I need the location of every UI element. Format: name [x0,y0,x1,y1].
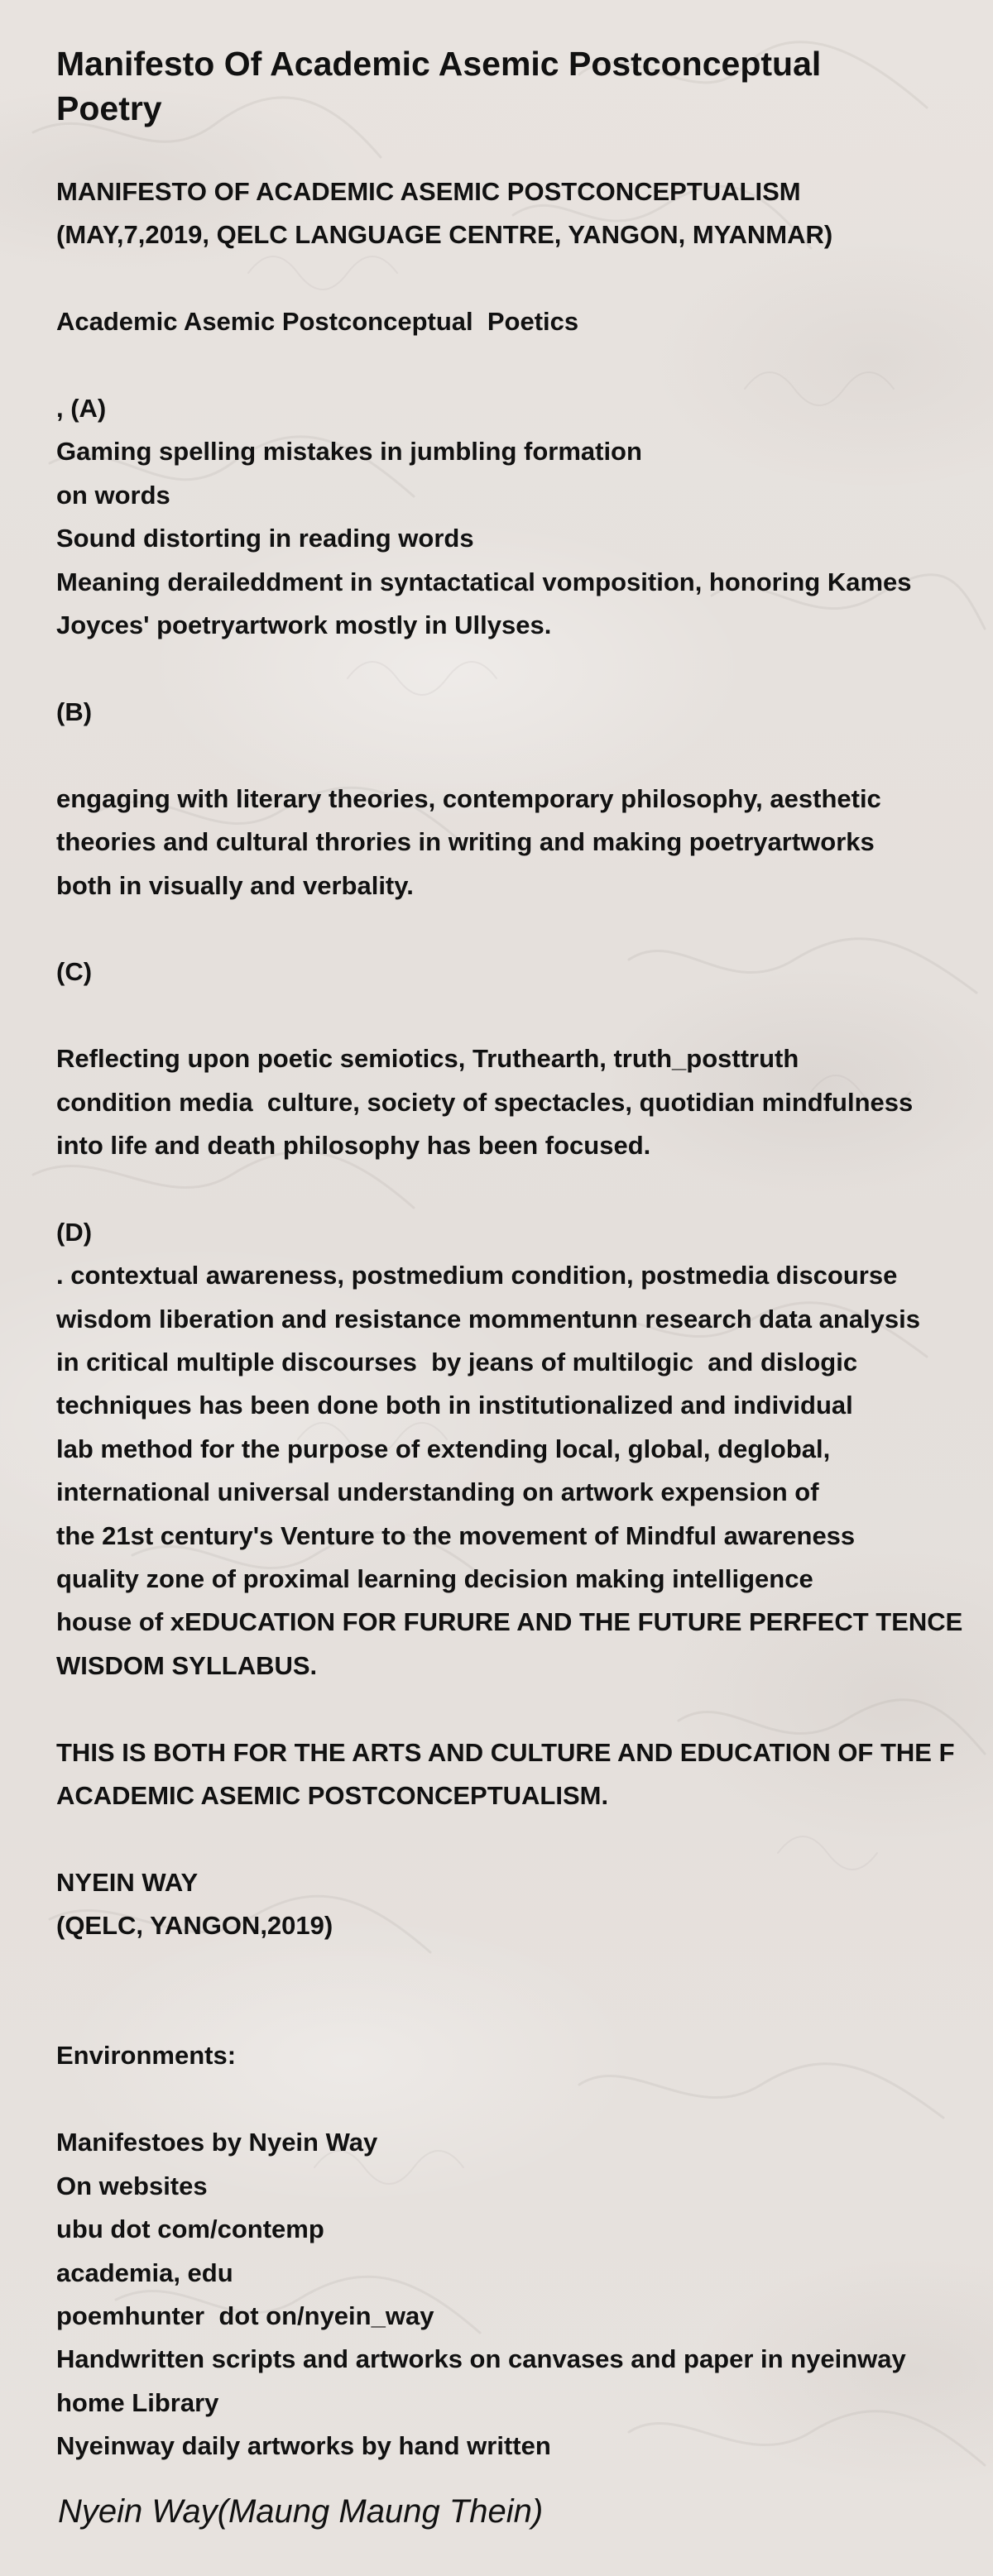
poem-line: MANIFESTO OF ACADEMIC ASEMIC POSTCONCEPTUALISM [56,177,801,206]
poem-line: international universal understanding on artwork expension of [56,1477,819,1507]
poem-line: lab method for the purpose of extending local, global, deglobal, [56,1434,831,1463]
poem-line: into life and death philosophy has been focused. [56,1130,651,1160]
poem-line [56,1167,993,1210]
poem-line: wisdom liberation and resistance mommentunn research data analysis [56,1304,921,1333]
poem-line: (MAY,7,2019, QELC LANGUAGE CENTRE, YANGON, MYANMAR) [56,220,833,250]
poem-line [56,647,993,690]
poem-line: Joyces' poetryartwork mostly in Ullyses. [56,610,552,640]
poem-line [56,344,993,387]
poem-line: Nyeinway daily artworks by hand written [56,2431,551,2461]
poem-line: home Library [56,2387,219,2417]
poem-line: Gaming spelling mistakes in jumbling formation [56,437,642,467]
poem-line [56,1817,993,1860]
poem-line: both in visually and verbality. [56,870,414,900]
poem-body [56,170,993,2468]
poem-line: academia, edu [56,2258,233,2287]
poem-line: poemhunter dot on/nyein_way [56,2301,434,2330]
poem-line: the 21st century's Venture to the movement of Mindful awareness [56,1520,856,1550]
poem-line [56,257,993,300]
poem-line [56,1688,993,1731]
poem-line: . contextual awareness, postmedium condition, postmedia discourse [56,1261,898,1290]
poem-line: NYEIN WAY [56,1867,199,1897]
poem-line: Reflecting upon poetic semiotics, Truthearth, truth_posttruth [56,1044,799,1074]
poem-line: in critical multiple discourses by jeans of multilogic and dislogic [56,1347,858,1377]
poem-line: ubu dot com/contemp [56,2214,324,2244]
poem-line: , (A) [56,394,107,424]
poem-line [56,907,993,950]
poem-line: ACADEMIC ASEMIC POSTCONCEPTUALISM. [56,1781,609,1811]
poem-line: (B) [56,697,93,726]
poem-line [56,1948,993,1991]
poem-line: condition media culture, society of spectacles, quotidian mindfulness [56,1087,914,1117]
poem-line: on words [56,480,170,510]
poem-container [56,41,993,2468]
poem-line: techniques has been done both in institutionalized and individual [56,1391,853,1420]
poem-title: Manifesto Of Academic Asemic Postconceptual Poetry [56,45,822,127]
poem-line: Sound distorting in reading words [56,524,474,553]
poem-line: WISDOM SYLLABUS. [56,1650,318,1680]
poem-line: Handwritten scripts and artworks on canvases and paper in nyeinway [56,2344,906,2374]
poem-line: (QELC, YANGON,2019) [56,1911,333,1941]
poem-line [56,1991,993,2034]
poem-line: On websites [56,2171,208,2200]
poem-line: Manifestoes by Nyein Way [56,2128,378,2157]
poem-line [56,2078,993,2121]
poem-line: house of xEDUCATION FOR FURURE AND THE FUTURE PERFECT TENCE [56,1607,963,1637]
poem-line: quality zone of proximal learning decision making intelligence [56,1564,813,1593]
poem-line: Academic Asemic Postconceptual Poetics [56,307,579,337]
poem-line: theories and cultural throries in writing and making poetryartworks [56,827,875,857]
poem-line [56,994,993,1037]
poem-author: Nyein Way(Maung Maung Thein) [58,2493,544,2530]
poem-line: (D) [56,1217,93,1247]
poem-line: Meaning deraileddment in syntactatical vomposition, honoring Kames [56,567,912,596]
poem-line: Environments: [56,2041,237,2071]
poem-line [56,734,993,777]
poem-line: THIS IS BOTH FOR THE ARTS AND CULTURE AND EDUCATION OF THE F [56,1737,955,1767]
poem-line: engaging with literary theories, contemporary philosophy, aesthetic [56,783,881,813]
poem-line: (C) [56,957,93,987]
